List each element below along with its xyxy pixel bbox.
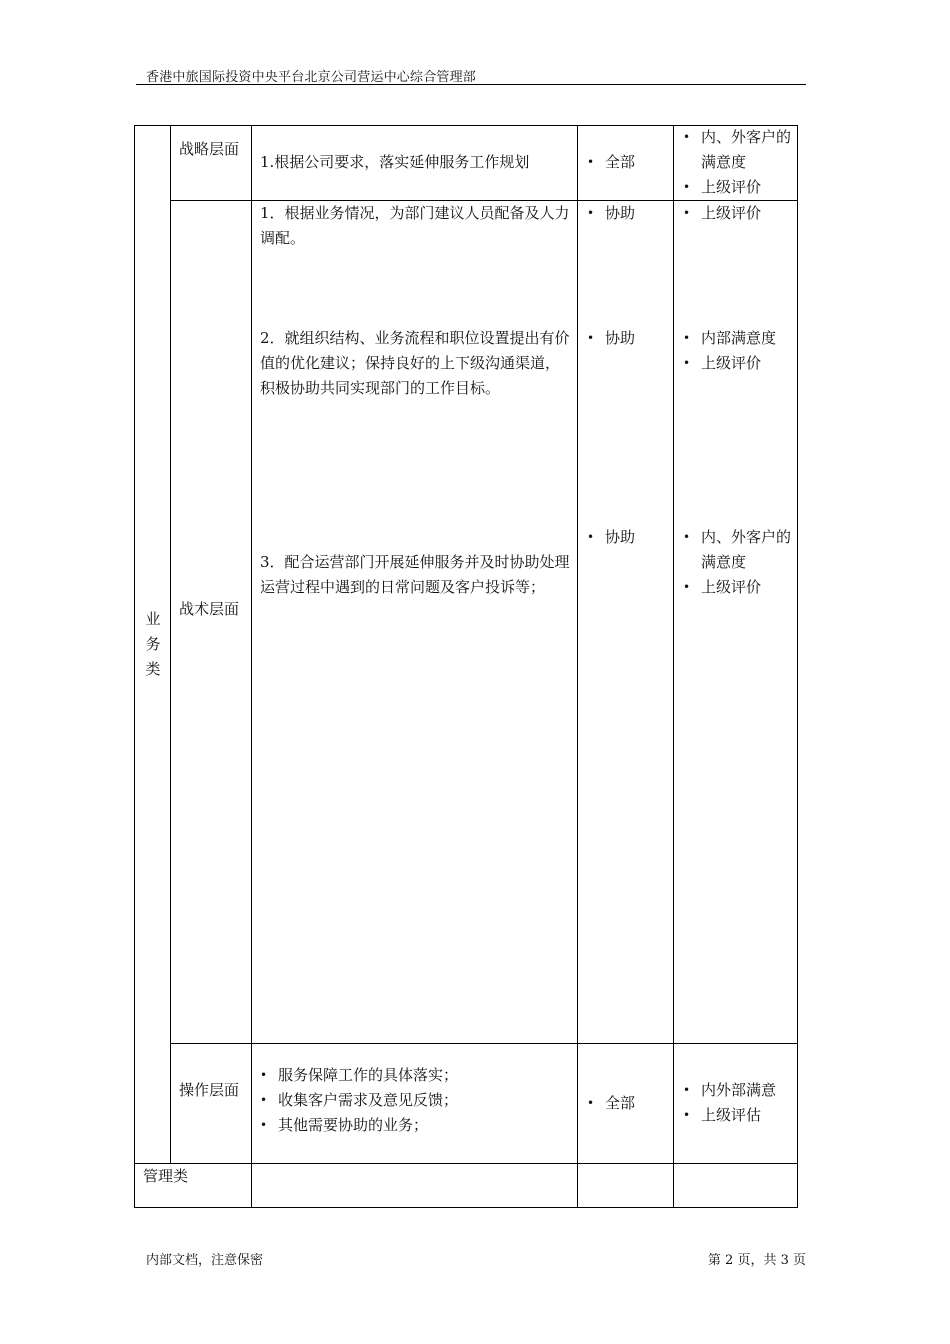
tactics-evaluation-list-3 — [679, 525, 793, 600]
operation-evaluation-item: • 内外部满意 — [679, 1078, 793, 1103]
tactics-role-3: • 协助 — [583, 525, 669, 550]
tactics-evaluation-list-2 — [679, 326, 793, 376]
operation-role: • 全部 — [583, 1091, 669, 1116]
tactics-evaluation-item: • 内部满意度 — [679, 326, 793, 351]
footer-page-number: 第 2 页，共 3 页 — [707, 1253, 806, 1268]
tactics-task-1: 1．根据业务情况，为部门建议人员配备及人力调配。 — [260, 204, 570, 247]
tactics-role-list-3 — [583, 525, 669, 550]
table-divider-level — [251, 125, 252, 1208]
tactics-role-list-2 — [583, 326, 669, 351]
strategy-evaluation-item: • 内、外客户的满意度 — [679, 125, 793, 175]
table-border-left — [134, 125, 135, 1208]
tactics-task-2: 2．就组织结构、业务流程和职位设置提出有价值的优化建议；保持良好的上下级沟通渠道，积极协助共同实现部门的工作目标。 — [260, 329, 570, 397]
header-rule — [136, 84, 806, 85]
footer-confidential-note: 内部文档，注意保密 — [146, 1253, 264, 1268]
tactics-role-list-1 — [583, 201, 669, 226]
operation-evaluation-list — [679, 1078, 793, 1128]
tactics-role-1: • 协助 — [583, 201, 669, 226]
document-header-title: 香港中旅国际投资中央平台北京公司营运中心综合管理部 — [146, 70, 477, 85]
category-management-label: 管理类 — [143, 1167, 189, 1185]
tactics-task-3: 3．配合运营部门开展延伸服务并及时协助处理运营过程中遇到的日常问题及客户投诉等； — [260, 553, 570, 596]
level-strategy-label: 战略层面 — [179, 140, 240, 158]
strategy-role: • 全部 — [583, 150, 669, 175]
table-divider-task — [577, 125, 578, 1208]
level-operation-label: 操作层面 — [179, 1081, 240, 1099]
row-divider-tactics — [170, 1043, 798, 1044]
tactics-evaluation-item: • 上级评价 — [679, 351, 793, 376]
tactics-evaluation-item: • 上级评价 — [679, 201, 793, 226]
table-divider-category — [170, 125, 171, 1163]
tactics-evaluation-item: • 上级评价 — [679, 575, 793, 600]
tactics-evaluation-item: • 内、外客户的满意度 — [679, 525, 793, 575]
operation-task-item: • 收集客户需求及意见反馈； — [256, 1088, 574, 1113]
strategy-evaluation-list — [679, 125, 793, 200]
operation-task-item: • 其他需要协助的业务； — [256, 1113, 574, 1138]
table-border-bottom — [134, 1207, 798, 1208]
table-divider-role — [673, 125, 674, 1208]
strategy-evaluation-item: • 上级评价 — [679, 175, 793, 200]
category-business-label: 业 务 类 — [145, 610, 161, 678]
level-tactics-label: 战术层面 — [179, 600, 240, 618]
operation-role-list — [583, 1091, 669, 1116]
tactics-evaluation-list-1 — [679, 201, 793, 226]
strategy-role-list — [583, 150, 669, 175]
tactics-role-2: • 协助 — [583, 326, 669, 351]
strategy-task: 1.根据公司要求，落实延伸服务工作规划 — [260, 153, 530, 171]
operation-task-item: • 服务保障工作的具体落实； — [256, 1063, 574, 1088]
operation-evaluation-item: • 上级评估 — [679, 1103, 793, 1128]
operation-task-list — [256, 1063, 574, 1138]
table-border-right — [797, 125, 798, 1208]
